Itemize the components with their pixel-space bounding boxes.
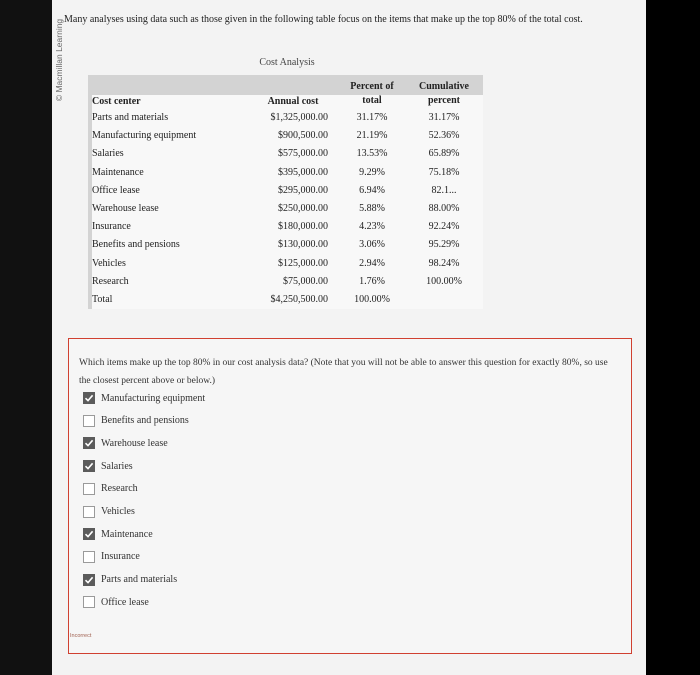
header-percent-total — [338, 80, 406, 108]
photo-dark-margin-right — [646, 0, 700, 675]
cell-percent-total: 100.00% — [354, 294, 390, 305]
cell-annual-cost: $575,000.00 — [278, 148, 328, 160]
cell-cumulative-percent: 75.18% — [428, 166, 460, 178]
option-maintenance[interactable] — [83, 527, 153, 541]
cell-cumulative-percent: 88.00% — [428, 203, 460, 214]
cell-cost-center: Maintenance — [92, 166, 144, 178]
option-label: Maintenance — [101, 528, 153, 540]
option-label: Vehicles — [101, 506, 135, 517]
option-label: Warehouse lease — [101, 437, 168, 449]
checkmark-icon — [84, 393, 94, 403]
cell-cost-center: Benefits and pensions — [92, 239, 180, 251]
header-cumulative-line1: Cumulative — [419, 81, 469, 92]
checkmark-icon — [84, 461, 94, 471]
cell-annual-cost: $125,000.00 — [278, 257, 328, 269]
option-warehouse-lease[interactable] — [83, 436, 168, 450]
cell-percent-total: 21.19% — [356, 130, 388, 142]
cell-percent-total: 2.94% — [359, 257, 385, 269]
option-label: Manufacturing equipment — [101, 392, 206, 404]
copyright-label — [52, 20, 66, 100]
checkbox-checked[interactable] — [83, 460, 95, 472]
option-label: Office lease — [101, 596, 149, 608]
cell-cost-center: Insurance — [92, 221, 131, 233]
cell-annual-cost: $1,325,000.00 — [270, 112, 328, 123]
cell-percent-total: 1.76% — [359, 275, 385, 287]
cell-cost-center: Research — [92, 275, 129, 287]
cell-cumulative-percent: 82.1... — [431, 184, 457, 196]
header-cumulative-percent — [410, 80, 478, 108]
checkbox-checked[interactable] — [83, 437, 95, 449]
checkbox-unchecked[interactable] — [83, 596, 95, 608]
cell-cumulative-percent: 31.17% — [428, 112, 460, 123]
cell-annual-cost: $250,000.00 — [278, 203, 328, 214]
option-label: Benefits and pensions — [101, 415, 189, 427]
checkbox-unchecked[interactable] — [83, 483, 95, 495]
checkmark-icon — [84, 575, 94, 585]
cell-percent-total: 6.94% — [359, 184, 385, 196]
cell-percent-total: 3.06% — [359, 239, 385, 251]
checkbox-unchecked[interactable] — [83, 551, 95, 563]
cell-cost-center: Manufacturing equipment — [92, 130, 197, 142]
option-office-lease[interactable] — [83, 595, 149, 609]
photo-dark-margin-left — [0, 0, 52, 675]
cell-cumulative-percent: 95.29% — [428, 239, 460, 251]
option-research[interactable] — [83, 482, 138, 496]
cell-cost-center: Vehicles — [92, 257, 126, 269]
option-salaries[interactable] — [83, 459, 133, 473]
header-percent-line1: Percent of — [350, 81, 394, 92]
table-title: Cost Analysis — [259, 57, 315, 68]
cell-percent-total: 13.53% — [356, 148, 388, 160]
intro-text: Many analyses using data such as those given in the following table focus on the items that make up the top 80% of the total cost. — [64, 14, 583, 25]
option-parts-and-materials[interactable] — [83, 573, 177, 587]
question-text: Which items make up the top 80% in our cost analysis data? (Note that you will not be able to answer this question for exactly 80%, so use the closest percent above or below.) — [79, 358, 608, 386]
option-label: Salaries — [101, 460, 133, 472]
answer-status: Incorrect — [70, 633, 92, 639]
checkmark-icon — [84, 438, 94, 448]
checkbox-checked[interactable] — [83, 574, 95, 586]
option-label: Parts and materials — [101, 574, 178, 586]
checkmark-icon — [84, 529, 94, 539]
cell-annual-cost: $900,500.00 — [278, 130, 328, 142]
option-manufacturing-equipment[interactable] — [83, 391, 205, 405]
question-panel — [68, 338, 632, 654]
option-benefits-and-pensions[interactable] — [83, 414, 189, 428]
option-vehicles[interactable] — [83, 505, 135, 519]
option-label: Insurance — [101, 551, 140, 563]
cell-cumulative-percent: 52.36% — [428, 130, 460, 142]
header-cumulative-line2: percent — [427, 95, 461, 106]
option-insurance[interactable] — [83, 550, 140, 564]
cell-annual-cost: $4,250,500.00 — [270, 294, 328, 305]
cell-cost-center: Salaries — [92, 148, 124, 160]
cell-annual-cost: $75,000.00 — [283, 275, 328, 287]
cell-percent-total: 5.88% — [359, 203, 385, 214]
cell-cost-center: Office lease — [92, 184, 140, 196]
cell-annual-cost: $395,000.00 — [278, 166, 328, 178]
cell-cost-center: Total — [92, 294, 113, 305]
cell-cost-center: Warehouse lease — [92, 203, 159, 214]
header-cost-center: Cost center — [92, 96, 141, 107]
cell-percent-total: 9.29% — [359, 166, 385, 178]
cell-cumulative-percent: 98.24% — [428, 257, 460, 269]
copyright-text: © Macmillan Learning — [54, 18, 64, 102]
checkbox-unchecked[interactable] — [83, 415, 95, 427]
option-label: Research — [101, 483, 138, 495]
checkbox-checked[interactable] — [83, 528, 95, 540]
cell-annual-cost: $180,000.00 — [278, 221, 328, 233]
cell-cost-center: Parts and materials — [92, 112, 169, 123]
cost-analysis-table — [88, 75, 483, 309]
header-percent-line2: total — [362, 95, 382, 106]
cell-percent-total: 4.23% — [359, 221, 385, 233]
cell-percent-total: 31.17% — [356, 112, 388, 123]
checkbox-checked[interactable] — [83, 392, 95, 404]
cell-cumulative-percent: 92.24% — [428, 221, 460, 233]
cell-cumulative-percent: 100.00% — [426, 275, 462, 287]
cell-annual-cost: $295,000.00 — [278, 184, 328, 196]
cell-cumulative-percent: 65.89% — [428, 148, 460, 160]
cell-annual-cost: $130,000.00 — [278, 239, 328, 251]
checkbox-unchecked[interactable] — [83, 506, 95, 518]
header-annual-cost: Annual cost — [267, 96, 319, 107]
